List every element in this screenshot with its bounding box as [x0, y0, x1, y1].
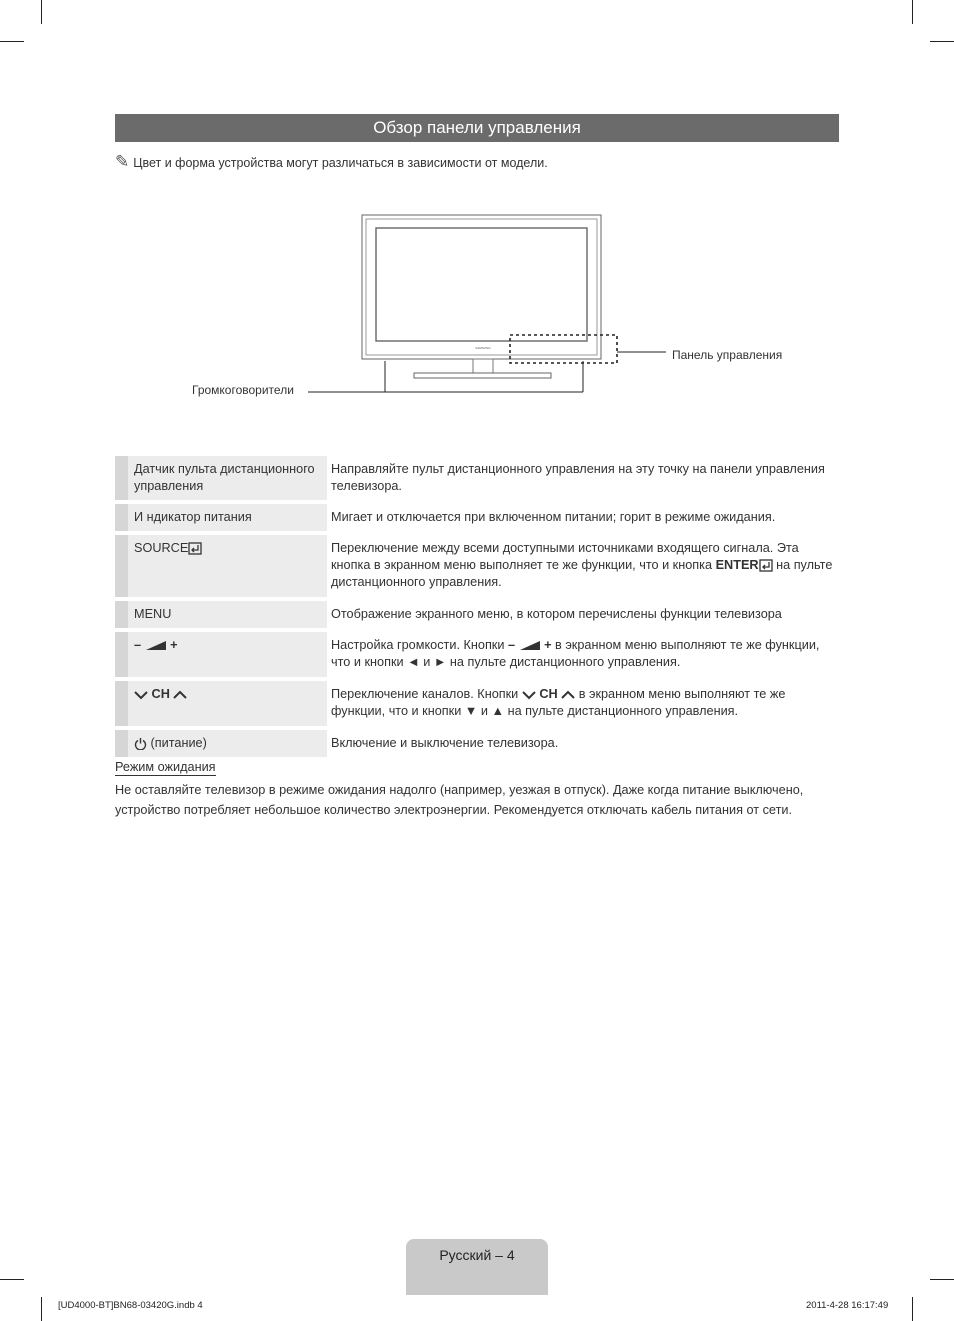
control-desc: Включение и выключение телевизора. — [331, 736, 559, 750]
control-desc: Мигает и отключается при включенном питании; горит в режиме ожидания. — [331, 510, 776, 524]
control-name — [128, 681, 327, 726]
control-name — [128, 730, 327, 757]
footer-timestamp: 2011-4-28 16:17:49 — [806, 1300, 889, 1311]
desc-part: Переключение между всеми доступными источниками входящего сигнала. Эта кнопка в экранном меню выполняет те же функции, что и кнопка — [331, 541, 799, 572]
chevron-down-icon — [134, 690, 148, 700]
source-label: SOURCE — [134, 541, 189, 555]
chevron-up-icon — [561, 690, 575, 700]
pencil-note-icon: ✎ — [115, 152, 130, 171]
tv-stand-base — [414, 373, 551, 378]
volume-plus: + — [170, 638, 178, 652]
label-control-panel: Панель управления — [672, 348, 783, 362]
control-name: И ндикатор питания — [128, 504, 327, 531]
standby-text: Не оставляйте телевизор в режиме ожидания надолго (например, уезжая в отпуск). Даже когда питание выключено, устройство потребляет небольшое количество электроэнергии. Рекомендуется отключать кабель питания от сети. — [115, 783, 804, 817]
crop-mark — [41, 1297, 42, 1321]
tv-stand-neck — [473, 359, 493, 373]
power-label: (питание) — [150, 736, 207, 750]
volume-ramp-icon — [145, 640, 167, 651]
table-row — [115, 601, 839, 628]
control-desc: Направляйте пульт дистанционного управления на эту точку на панели управления телевизора. — [331, 462, 825, 493]
power-icon — [134, 737, 147, 750]
control-desc — [327, 681, 839, 726]
crop-mark — [912, 1297, 913, 1321]
tv-screen — [376, 228, 587, 341]
label-speakers: Громкоговорители — [192, 383, 294, 397]
control-desc: Отображение экранного меню, в котором перечислены функции телевизора — [331, 607, 782, 621]
row-marker — [115, 456, 128, 500]
ch-label: CH — [151, 687, 170, 701]
control-name: MENU — [128, 601, 327, 628]
row-marker — [115, 601, 128, 628]
row-marker — [115, 730, 128, 757]
row-marker — [115, 632, 128, 677]
desc-part: Переключение каналов. Кнопки — [331, 687, 522, 701]
note-text: Цвет и форма устройства могут различаться в зависимости от модели. — [133, 156, 548, 170]
control-desc — [327, 632, 839, 677]
standby-heading: Режим ожидания — [115, 760, 216, 774]
table-row — [115, 632, 839, 677]
desc-part: Настройка громкости. Кнопки — [331, 638, 508, 652]
enter-icon — [759, 559, 773, 572]
source-enter-icon — [188, 542, 202, 555]
footer-file: [UD4000-BT]BN68-03420G.indb 4 — [58, 1300, 203, 1311]
row-marker — [115, 681, 128, 726]
row-marker — [115, 504, 128, 531]
control-name — [128, 632, 327, 677]
control-desc — [327, 535, 839, 597]
volume-minus: – — [507, 638, 516, 652]
tv-brand-logo: SAMSUNG — [475, 346, 491, 350]
desc-part: в экранном меню выполняют те же функции, что и кнопки ▼ и ▲ на пульте дистанционного управления. — [331, 687, 786, 718]
table-row — [115, 535, 839, 597]
crop-mark — [0, 1279, 24, 1280]
desc-part: в экранном меню выполняют те же функции, что и кнопки ◄ и ► на пульте дистанционного управления. — [331, 638, 820, 669]
row-marker — [115, 535, 128, 597]
chevron-down-icon — [522, 690, 536, 700]
crop-mark — [930, 1279, 954, 1280]
section-title: Обзор панели управления — [115, 114, 839, 142]
volume-plus: + — [544, 638, 552, 652]
table-row — [115, 456, 839, 500]
table-row — [115, 681, 839, 726]
control-name — [128, 535, 327, 597]
chevron-up-icon — [173, 690, 187, 700]
enter-label: ENTER — [715, 558, 759, 572]
page-label: Русский – 4 — [439, 1247, 515, 1263]
control-name: Датчик пульта дистанционного управления — [128, 456, 327, 500]
tv-diagram — [0, 0, 954, 420]
volume-minus: – — [134, 638, 142, 652]
volume-ramp-icon — [519, 640, 541, 651]
table-row — [115, 504, 839, 531]
desc-part: на пульте дистанционного управления. — [331, 558, 833, 589]
table-row — [115, 730, 839, 757]
controls-table — [115, 452, 839, 761]
ch-label: CH — [539, 687, 558, 701]
page-number-tab — [406, 1239, 548, 1295]
